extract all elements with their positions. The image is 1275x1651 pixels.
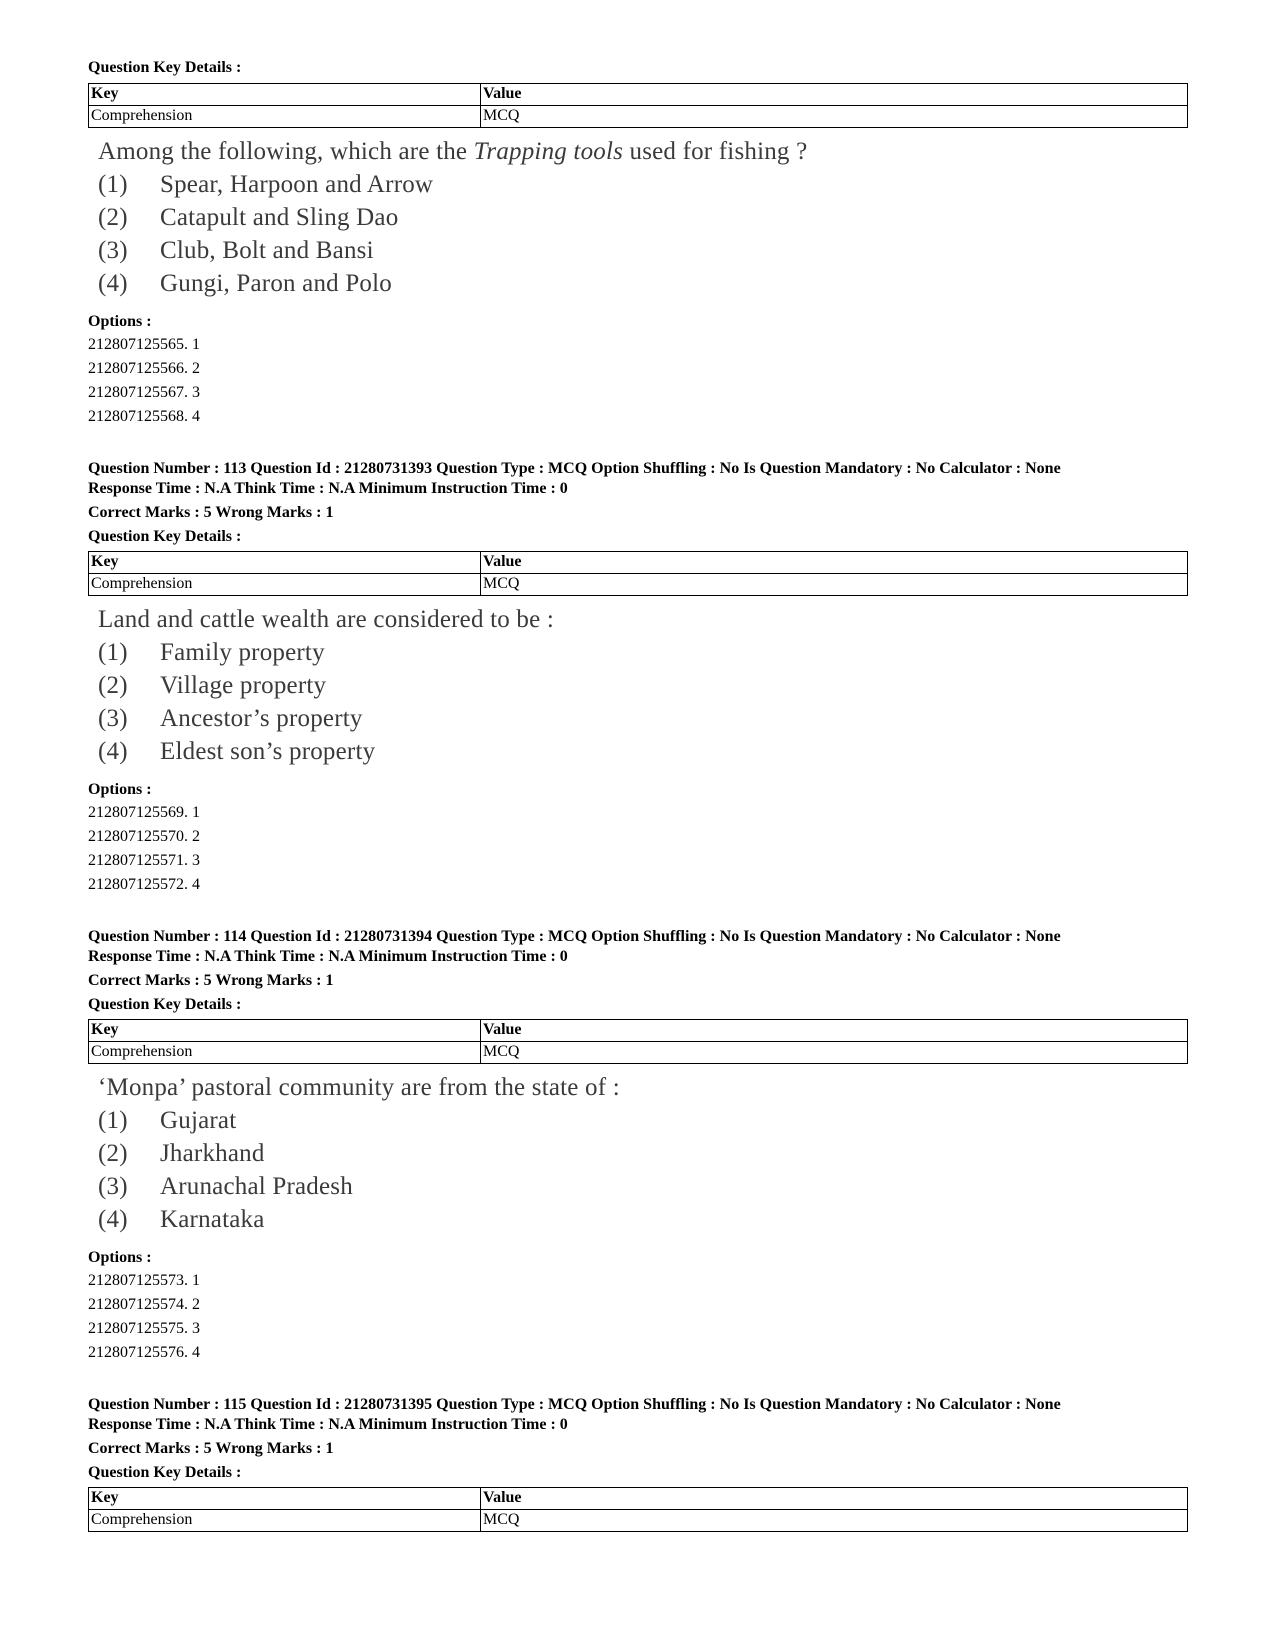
key-cell: Comprehension bbox=[89, 106, 481, 128]
key-header: Key bbox=[89, 1020, 481, 1042]
option-item: 212807125568. 4 bbox=[88, 408, 200, 425]
value-cell: MCQ bbox=[481, 106, 1188, 128]
question-choice: (2) Jharkhand bbox=[98, 1140, 265, 1167]
value-header: Value bbox=[481, 84, 1188, 106]
key-header: Key bbox=[89, 552, 481, 574]
option-item: 212807125571. 3 bbox=[88, 852, 200, 869]
key-details-label: Question Key Details : bbox=[88, 1464, 242, 1481]
options-list bbox=[88, 1246, 1188, 1365]
question-choice: (2) Village property bbox=[98, 672, 327, 699]
key-details-table bbox=[88, 1019, 1188, 1064]
table-row bbox=[89, 574, 1188, 596]
key-details-label: Question Key Details : bbox=[88, 528, 242, 545]
option-item: 212807125566. 2 bbox=[88, 360, 200, 377]
option-item: 212807125565. 1 bbox=[88, 336, 200, 353]
table-header-row bbox=[89, 84, 1188, 106]
question-choice: (1) Gujarat bbox=[98, 1107, 237, 1134]
table-row bbox=[89, 106, 1188, 128]
question-stem: Land and cattle wealth are considered to be : bbox=[98, 606, 555, 633]
table-header-row bbox=[89, 1020, 1188, 1042]
option-item: 212807125569. 1 bbox=[88, 804, 200, 821]
value-header: Value bbox=[481, 552, 1188, 574]
options-label: Options : bbox=[88, 1249, 152, 1266]
value-cell: MCQ bbox=[481, 1510, 1188, 1532]
question-choice: (1) Spear, Harpoon and Arrow bbox=[98, 171, 434, 198]
question-choice: (3) Arunachal Pradesh bbox=[98, 1173, 353, 1200]
key-cell: Comprehension bbox=[89, 1510, 481, 1532]
response-time-line: Response Time : N.A Think Time : N.A Minimum Instruction Time : 0 bbox=[88, 948, 568, 965]
value-cell: MCQ bbox=[481, 1042, 1188, 1064]
options-label: Options : bbox=[88, 781, 152, 798]
options-list bbox=[88, 310, 1188, 429]
marks-line: Correct Marks : 5 Wrong Marks : 1 bbox=[88, 1440, 334, 1457]
question-block-114 bbox=[88, 927, 1188, 1365]
question-meta-line: Question Number : 115 Question Id : 21280731395 Question Type : MCQ Option Shuffling : No Is Question Mandatory : No Calculator : None bbox=[88, 1396, 1061, 1413]
option-item: 212807125574. 2 bbox=[88, 1296, 200, 1313]
question-block-prev bbox=[88, 58, 1188, 429]
marks-line: Correct Marks : 5 Wrong Marks : 1 bbox=[88, 504, 334, 521]
question-image bbox=[98, 604, 1188, 768]
key-cell: Comprehension bbox=[89, 1042, 481, 1064]
question-choice: (4) Gungi, Paron and Polo bbox=[98, 270, 392, 297]
value-header: Value bbox=[481, 1488, 1188, 1510]
table-row bbox=[89, 1510, 1188, 1532]
option-item: 212807125576. 4 bbox=[88, 1344, 200, 1361]
question-block-115 bbox=[88, 1395, 1188, 1532]
key-details-table bbox=[88, 551, 1188, 596]
question-stem: ‘Monpa’ pastoral community are from the state of : bbox=[98, 1074, 620, 1101]
table-row bbox=[89, 1042, 1188, 1064]
option-item: 212807125575. 3 bbox=[88, 1320, 200, 1337]
response-time-line: Response Time : N.A Think Time : N.A Minimum Instruction Time : 0 bbox=[88, 480, 568, 497]
value-header: Value bbox=[481, 1020, 1188, 1042]
question-choice: (4) Eldest son’s property bbox=[98, 738, 376, 765]
key-cell: Comprehension bbox=[89, 574, 481, 596]
question-choice: (4) Karnataka bbox=[98, 1206, 265, 1233]
question-image bbox=[98, 1072, 1188, 1236]
key-header: Key bbox=[89, 1488, 481, 1510]
question-meta-line: Question Number : 113 Question Id : 21280731393 Question Type : MCQ Option Shuffling : No Is Question Mandatory : No Calculator : None bbox=[88, 460, 1061, 477]
option-item: 212807125573. 1 bbox=[88, 1272, 200, 1289]
marks-line: Correct Marks : 5 Wrong Marks : 1 bbox=[88, 972, 334, 989]
key-details-table bbox=[88, 1487, 1188, 1532]
question-stem: Among the following, which are the Trapping tools used for fishing ? bbox=[98, 138, 808, 165]
options-label: Options : bbox=[88, 313, 152, 330]
question-choice: (3) Club, Bolt and Bansi bbox=[98, 237, 374, 264]
question-choice: (3) Ancestor’s property bbox=[98, 705, 363, 732]
key-details-label: Question Key Details : bbox=[88, 59, 242, 76]
response-time-line: Response Time : N.A Think Time : N.A Minimum Instruction Time : 0 bbox=[88, 1416, 568, 1433]
table-header-row bbox=[89, 552, 1188, 574]
question-meta-line: Question Number : 114 Question Id : 21280731394 Question Type : MCQ Option Shuffling : No Is Question Mandatory : No Calculator : None bbox=[88, 928, 1061, 945]
key-details-table bbox=[88, 83, 1188, 128]
question-choice: (2) Catapult and Sling Dao bbox=[98, 204, 399, 231]
question-choice: (1) Family property bbox=[98, 639, 325, 666]
table-header-row bbox=[89, 1488, 1188, 1510]
value-cell: MCQ bbox=[481, 574, 1188, 596]
question-block-113 bbox=[88, 459, 1188, 897]
document-page bbox=[88, 58, 1188, 1532]
key-details-label: Question Key Details : bbox=[88, 996, 242, 1013]
option-item: 212807125572. 4 bbox=[88, 876, 200, 893]
option-item: 212807125570. 2 bbox=[88, 828, 200, 845]
key-header: Key bbox=[89, 84, 481, 106]
option-item: 212807125567. 3 bbox=[88, 384, 200, 401]
options-list bbox=[88, 778, 1188, 897]
question-image bbox=[98, 136, 1188, 300]
